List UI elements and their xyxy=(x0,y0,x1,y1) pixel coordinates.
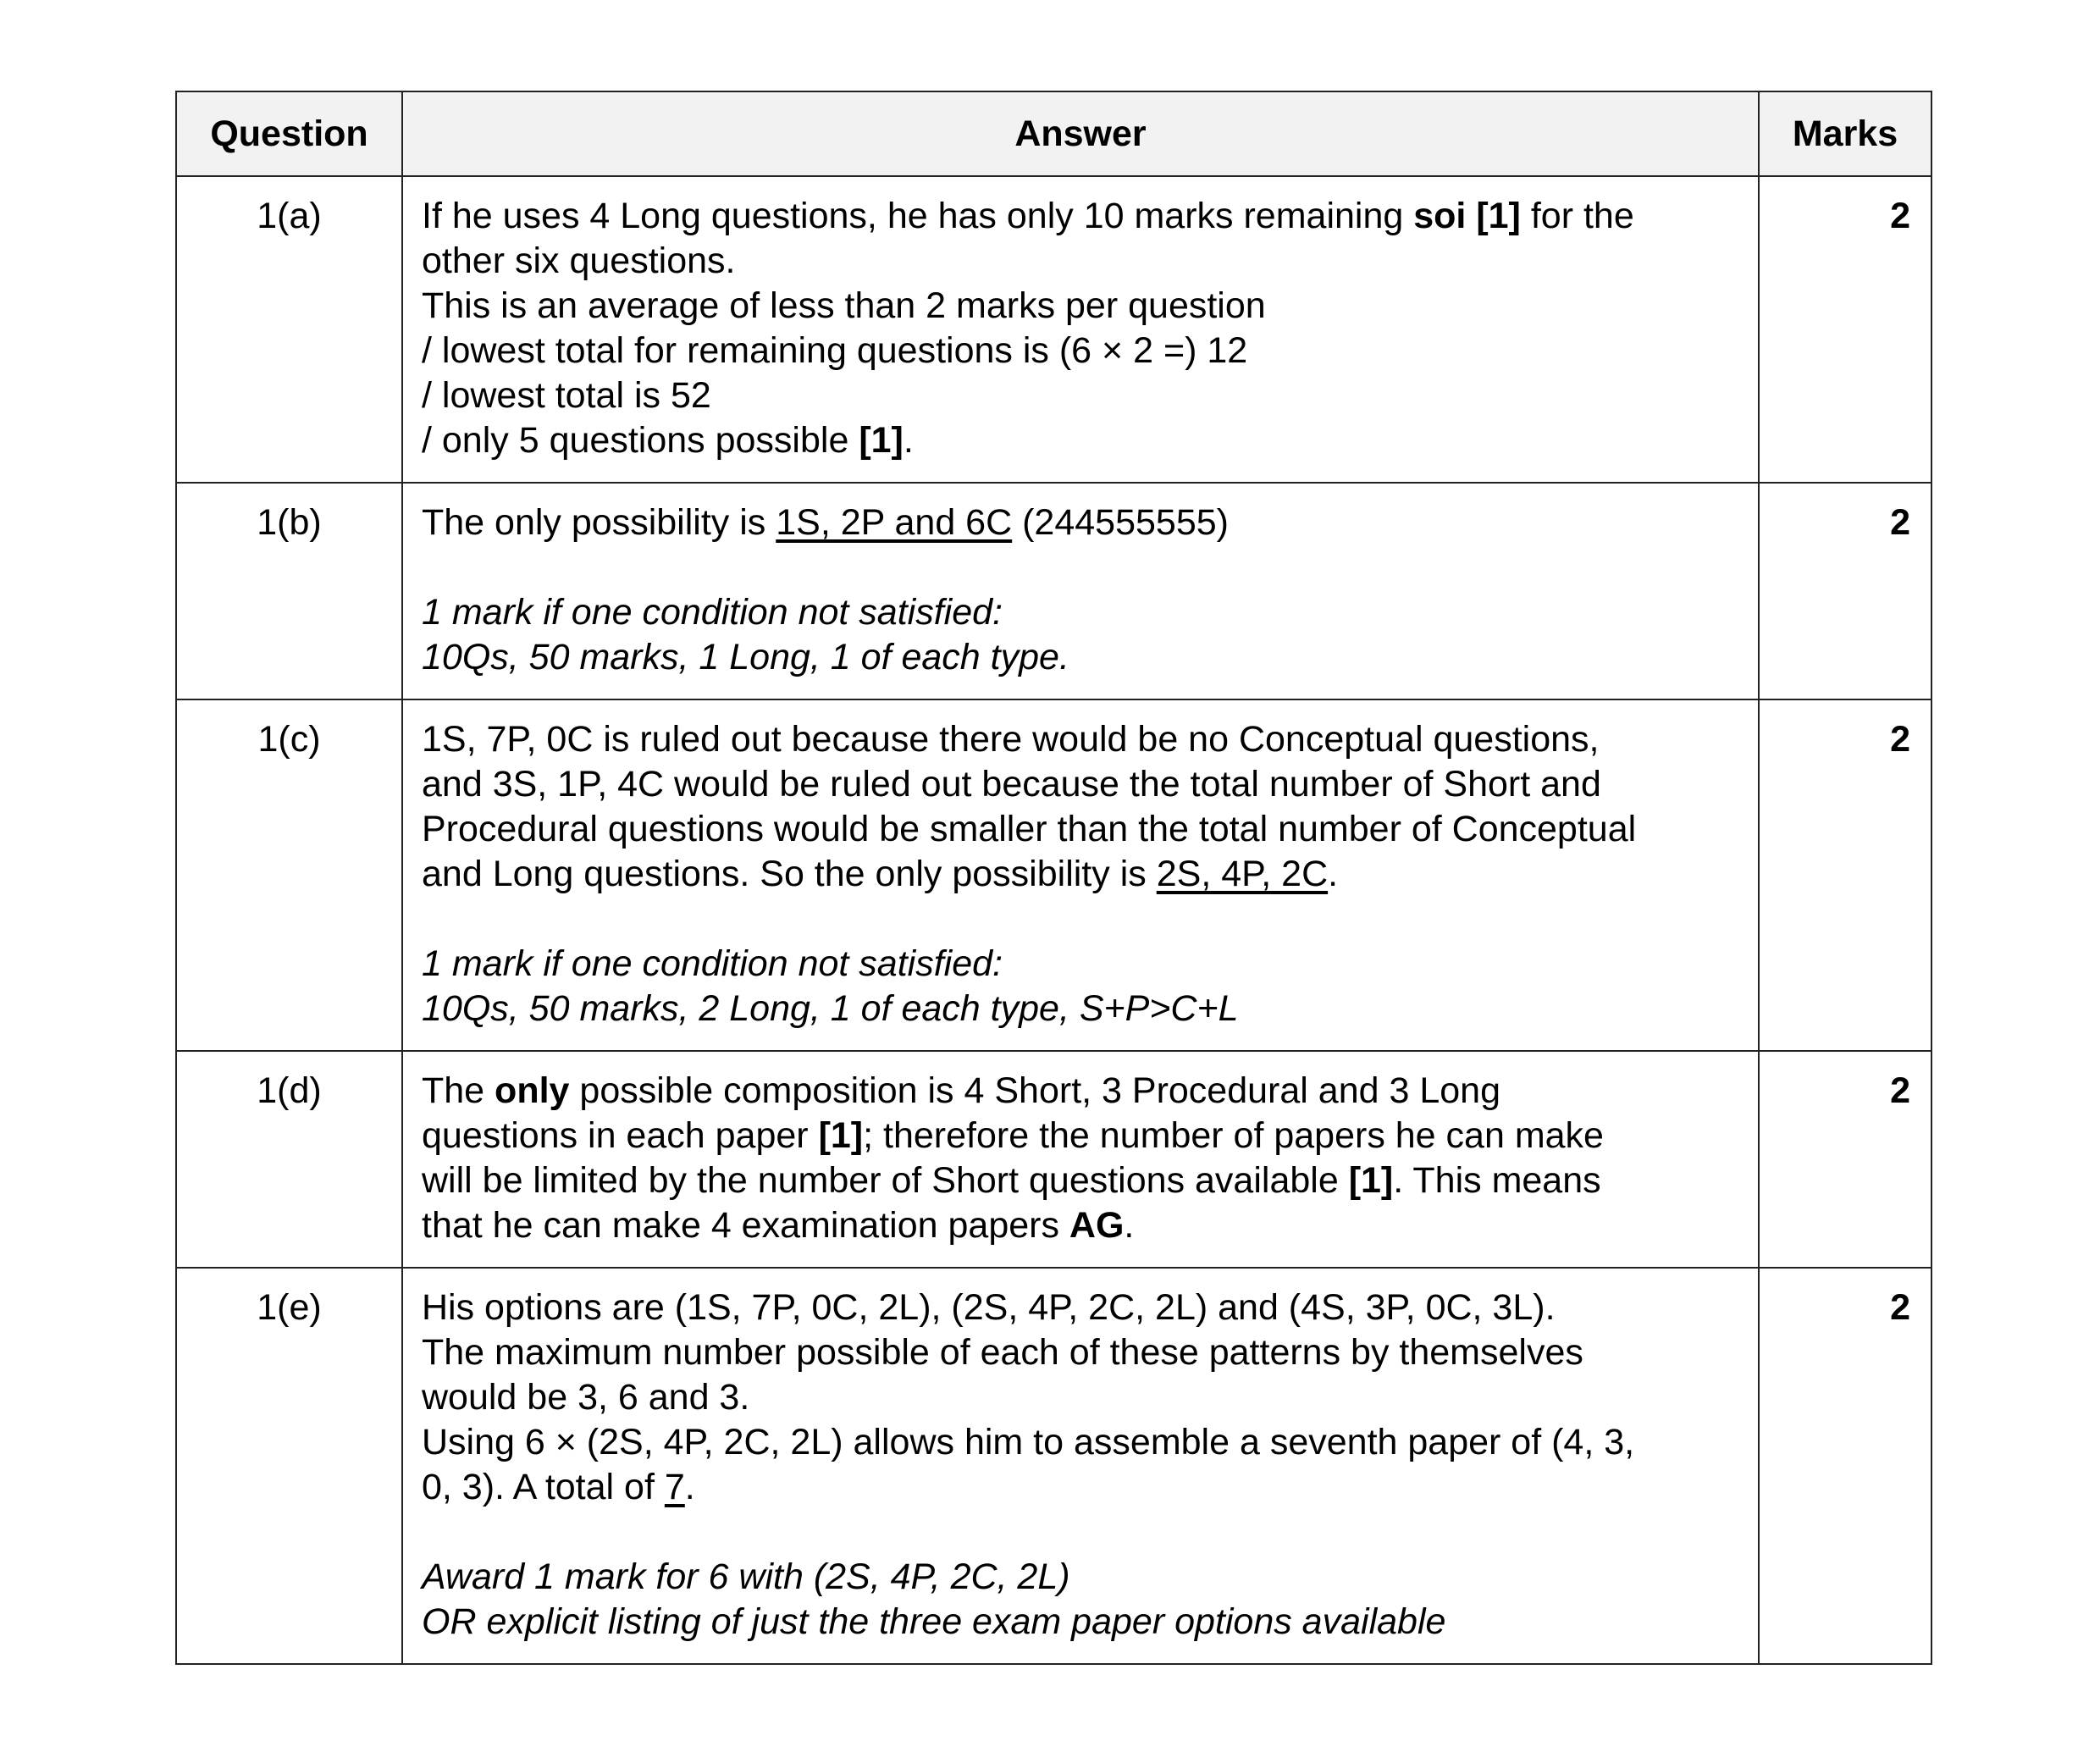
underlined-answer: 2S, 4P, 2C xyxy=(1156,854,1329,894)
answer-line: 1S, 7P, 0C is ruled out because there would be no Conceptual questions, xyxy=(422,719,1600,760)
answer-text: . xyxy=(903,420,914,461)
answer-cell xyxy=(402,1268,1759,1664)
question-number: 1(e) xyxy=(176,1268,402,1664)
question-number: 1(d) xyxy=(176,1051,402,1268)
answer-line xyxy=(422,1465,1739,1510)
marking-note: OR explicit listing of just the three exam paper options available xyxy=(422,1601,1446,1642)
answer-text: questions in each paper xyxy=(422,1115,819,1156)
mark-code: [1] xyxy=(1348,1160,1394,1201)
underlined-answer: 1S, 2P and 6C xyxy=(776,502,1013,543)
mark-scheme-table xyxy=(175,91,1932,1665)
answer-text: . xyxy=(1328,854,1339,894)
blank-line xyxy=(422,897,1739,942)
answer-column-header: Answer xyxy=(402,91,1759,176)
question-column-header: Question xyxy=(176,91,402,176)
table-row xyxy=(176,1051,1931,1268)
mark-code: [1] xyxy=(859,420,904,461)
blank-line xyxy=(422,1510,1739,1555)
answer-text: possible composition is 4 Short, 3 Procedural and 3 Long xyxy=(569,1070,1500,1111)
answer-line xyxy=(422,1158,1739,1203)
marking-note: 10Qs, 50 marks, 2 Long, 1 of each type, S+P>C+L xyxy=(422,988,1239,1029)
answer-text: / only 5 questions possible xyxy=(422,420,859,461)
marks-value: 2 xyxy=(1759,699,1931,1051)
answer-cell xyxy=(402,176,1759,483)
mark-code: [1] xyxy=(818,1115,864,1156)
answer-line xyxy=(422,1114,1739,1158)
answer-line xyxy=(422,1069,1739,1114)
answer-line xyxy=(422,852,1739,897)
answer-line: Procedural questions would be smaller than the total number of Conceptual xyxy=(422,809,1637,849)
answer-line xyxy=(422,1203,1739,1248)
table-row xyxy=(176,1268,1931,1664)
table-row xyxy=(176,483,1931,699)
answer-text: and Long questions. So the only possibility is xyxy=(422,854,1157,894)
answer-line: / lowest total for remaining questions is (6 × 2 =) 12 xyxy=(422,330,1248,371)
question-number: 1(a) xyxy=(176,176,402,483)
answer-line xyxy=(422,194,1739,239)
answer-cell xyxy=(402,1051,1759,1268)
header-row xyxy=(176,91,1931,176)
table-row xyxy=(176,176,1931,483)
marking-note: Award 1 mark for 6 with (2S, 4P, 2C, 2L) xyxy=(422,1556,1070,1597)
answer-line xyxy=(422,418,1739,463)
answer-cell xyxy=(402,483,1759,699)
marks-value: 2 xyxy=(1759,176,1931,483)
marks-value: 2 xyxy=(1759,1051,1931,1268)
answer-line: / lowest total is 52 xyxy=(422,375,711,416)
underlined-answer: 7 xyxy=(664,1467,685,1507)
question-number: 1(c) xyxy=(176,699,402,1051)
answer-text: (244555555) xyxy=(1012,502,1229,543)
answer-text: . xyxy=(684,1467,695,1507)
answer-line xyxy=(422,500,1739,545)
marking-note: 10Qs, 50 marks, 1 Long, 1 of each type. xyxy=(422,637,1069,677)
table-row xyxy=(176,699,1931,1051)
answer-line: Using 6 × (2S, 4P, 2C, 2L) allows him to assemble a seventh paper of (4, 3, xyxy=(422,1422,1635,1462)
marks-column-header: Marks xyxy=(1759,91,1931,176)
marks-value: 2 xyxy=(1759,1268,1931,1664)
answer-text: ; therefore the number of papers he can make xyxy=(863,1115,1604,1156)
answer-text: 0, 3). A total of xyxy=(422,1467,665,1507)
blank-line xyxy=(422,545,1739,590)
answer-text: If he uses 4 Long questions, he has only 10 marks remaining xyxy=(422,196,1414,236)
marks-value: 2 xyxy=(1759,483,1931,699)
answer-text: that he can make 4 examination papers xyxy=(422,1205,1069,1246)
answer-text: will be limited by the number of Short questions available xyxy=(422,1160,1349,1201)
mark-code: AG xyxy=(1069,1205,1125,1246)
mark-code: soi [1] xyxy=(1413,196,1521,236)
answer-line: This is an average of less than 2 marks per question xyxy=(422,285,1266,326)
answer-text: The xyxy=(422,1070,495,1111)
answer-line: other six questions. xyxy=(422,240,736,281)
marking-note: 1 mark if one condition not satisfied: xyxy=(422,943,1003,984)
marking-note: 1 mark if one condition not satisfied: xyxy=(422,592,1003,633)
answer-line: The maximum number possible of each of these patterns by themselves xyxy=(422,1332,1583,1373)
answer-line: His options are (1S, 7P, 0C, 2L), (2S, 4P, 2C, 2L) and (4S, 3P, 0C, 3L). xyxy=(422,1287,1556,1328)
answer-line: would be 3, 6 and 3. xyxy=(422,1377,750,1418)
answer-text: for the xyxy=(1520,196,1634,236)
answer-text: . xyxy=(1124,1205,1135,1246)
answer-line: and 3S, 1P, 4C would be ruled out because the total number of Short and xyxy=(422,764,1601,804)
answer-cell xyxy=(402,699,1759,1051)
question-number: 1(b) xyxy=(176,483,402,699)
answer-text: The only possibility is xyxy=(422,502,776,543)
emphasis-text: only xyxy=(495,1070,570,1111)
answer-text: . This means xyxy=(1393,1160,1601,1201)
